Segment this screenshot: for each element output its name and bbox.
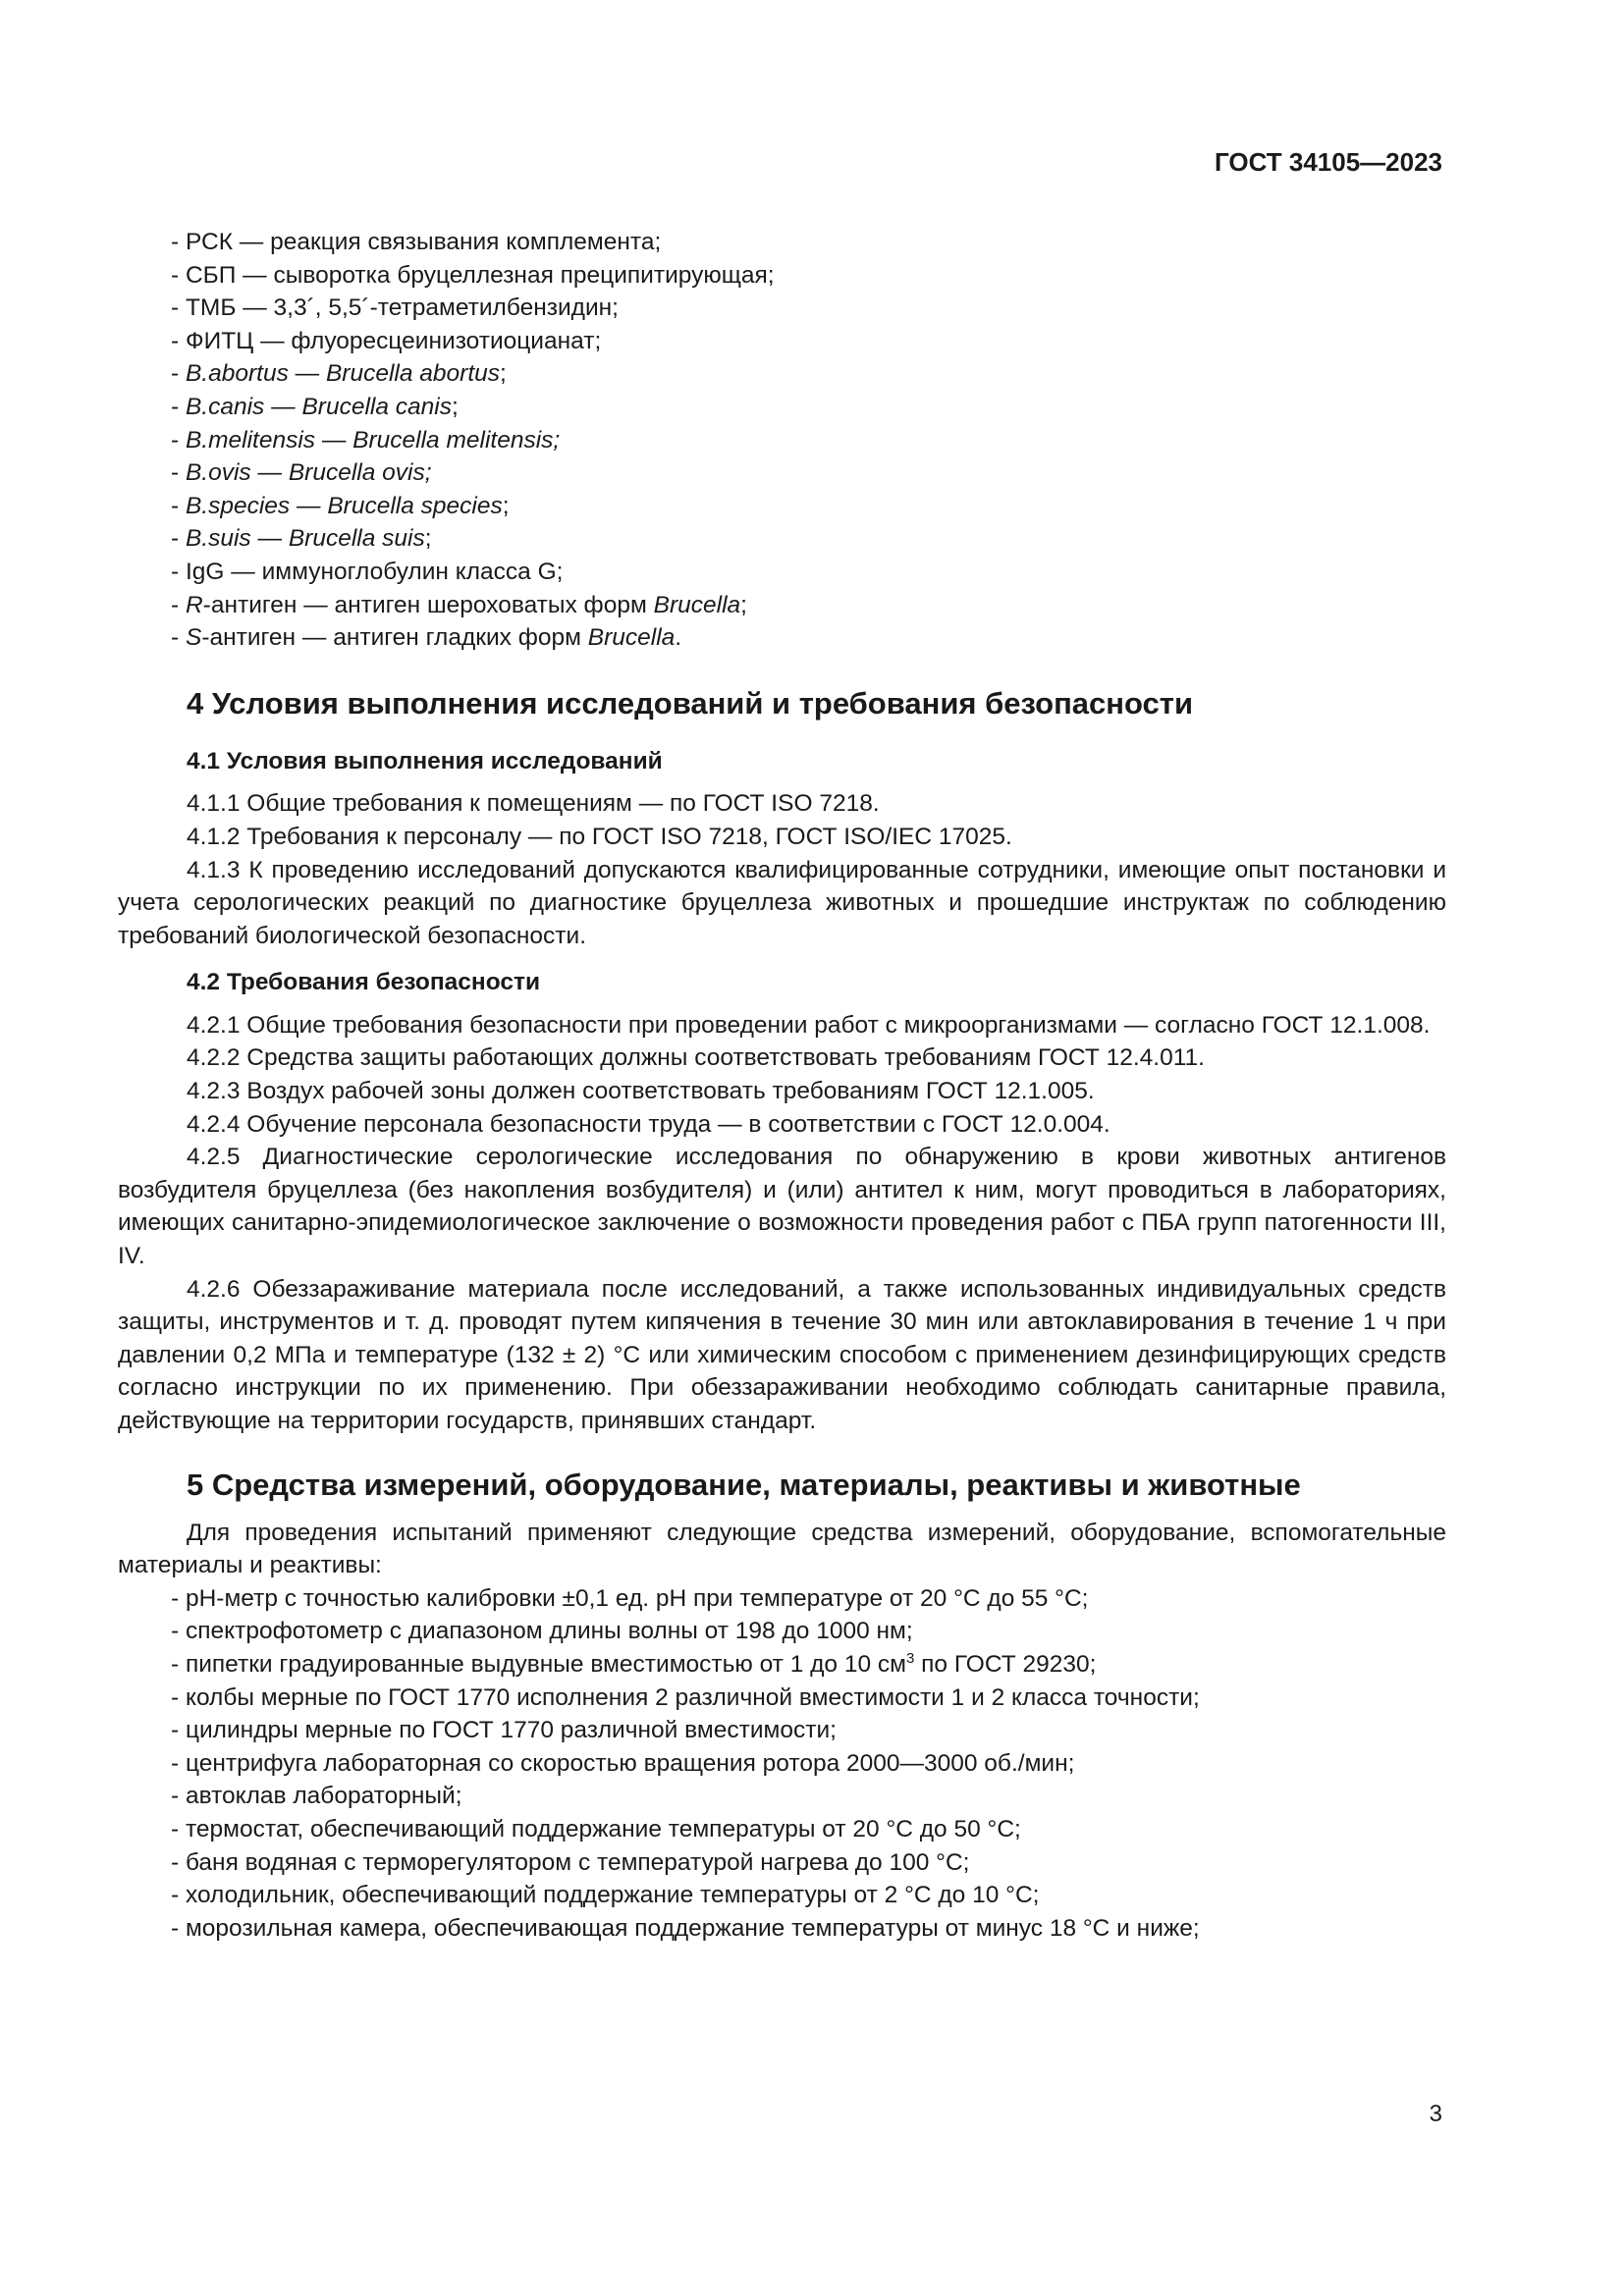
paragraph-4-2-4: 4.2.4 Обучение персонала безопасности труда — в соответствии с ГОСТ 12.0.004. [187,1110,1110,1138]
abbreviation-item: - B.species — Brucella species; [171,492,510,519]
equipment-item: - холодильник, обеспечивающий поддержание температуры от 2 °С до 10 °С; [171,1882,1040,1909]
equipment-item: - центрифуга лабораторная со скоростью вращения ротора 2000—3000 об./мин; [171,1749,1075,1777]
paragraph-4-1-3: 4.1.3 К проведению исследований допускаются квалифицированные сотрудники, имеющие опыт постановки и учета серологических реакций по диагностике бруцеллеза животных и прошедшие инструктаж по соблюдению требований биологической безопасности. [118,856,1446,949]
equipment-item: - спектрофотометр с диапазоном длины волны от 198 до 1000 нм; [171,1618,913,1645]
section-4-2-heading: 4.2 Требования безопасности [187,969,541,996]
section-5-heading: 5 Средства измерений, оборудование, материалы, реактивы и животные [187,1467,1301,1502]
abbreviation-item: - РСК — реакция связывания комплемента; [171,229,662,255]
paragraph-4-2-5: 4.2.5 Диагностические серологические исследования по обнаружению в крови животных антигенов возбудителя бруцеллеза (без накопления возбудителя) и (или) антител к ним, могут проводиться в лабораториях, имеющих санитарно-эпидемиологическое заключение о возможности проведения работ с ПБА групп патогенности III, IV. [118,1144,1446,1270]
abbreviation-item: - ФИТЦ — флуоресцеинизотиоцианат; [171,327,602,354]
equipment-item: - цилиндры мерные по ГОСТ 1770 различной вместимости; [171,1717,837,1744]
section-4-1-heading: 4.1 Условия выполнения исследований [187,747,663,774]
page-content [118,226,1446,1945]
equipment-list [118,1582,1446,1946]
abbreviation-item: - B.melitensis — Brucella melitensis; [171,426,561,454]
equipment-item: - баня водяная с терморегулятором с температурой нагрева до 100 °С; [171,1848,970,1876]
abbreviation-item: - S-антиген — антиген гладких форм Brucella. [171,624,682,652]
abbreviation-item: - B.suis — Brucella suis; [171,525,432,553]
equipment-item: - pH-метр с точностью калибровки ±0,1 ед. pH при температуре от 20 °С до 55 °С; [171,1584,1089,1612]
abbreviation-item: - B.ovis — Brucella ovis; [171,459,432,487]
paragraph-4-2-1: 4.2.1 Общие требования безопасности при проведении работ с микроорганизмами — согласно ГОСТ 12.1.008. [187,1011,1431,1039]
equipment-item: - колбы мерные по ГОСТ 1770 исполнения 2 различной вместимости 1 и 2 класса точности; [171,1683,1200,1711]
paragraph-4-2-6: 4.2.6 Обеззараживание материала после исследований, а также использованных индивидуальных средств защиты, инструментов и т. д. проводят путем кипячения в течение 30 мин или автоклавирования в течение 1 ч при давлении 0,2 МПа и температуре (132 ± 2) °С или химическим способом с применением дезинфицирующих средств согласно инструкции по их применению. При обеззараживании необходимо соблюдать санитарные правила, действующие на территории государств, принявших стандарт. [118,1275,1446,1434]
section-4-heading: 4 Условия выполнения исследований и требования безопасности [187,685,1194,721]
paragraph-4-2-2: 4.2.2 Средства защиты работающих должны соответствовать требованиям ГОСТ 12.4.011. [187,1044,1205,1072]
paragraph-4-1-1: 4.1.1 Общие требования к помещениям — по ГОСТ ISO 7218. [187,790,880,818]
abbreviation-item: - IgG — иммуноглобулин класса G; [171,558,564,585]
paragraph-4-2-3: 4.2.3 Воздух рабочей зоны должен соответствовать требованиям ГОСТ 12.1.005. [187,1078,1095,1105]
abbreviation-item: - ТМБ — 3,3´, 5,5´-тетраметилбензидин; [171,294,619,322]
equipment-item: - морозильная камера, обеспечивающая поддержание температуры от минус 18 °С и ниже; [171,1914,1200,1942]
equipment-item: - пипетки градуированные выдувные вместимостью от 1 до 10 $см^3$ по ГОСТ 29230; [171,1649,1097,1678]
abbreviation-item: - B.abortus — Brucella abortus; [171,360,507,388]
abbreviation-item: - СБП — сыворотка бруцеллезная преципитирующая; [171,261,775,289]
page-number: 3 [1429,2101,1442,2127]
section-5-intro: Для проведения испытаний применяют следующие средства измерений, оборудование, вспомогательные материалы и реактивы: [118,1519,1446,1579]
abbreviation-item: - R-антиген — антиген шероховатых форм Brucella; [171,591,747,618]
paragraph-4-1-2: 4.1.2 Требования к персоналу — по ГОСТ ISO 7218, ГОСТ ISO/IEC 17025. [187,823,1012,850]
abbreviation-item: - B.canis — Brucella canis; [171,393,459,420]
document-header: ГОСТ 34105—2023 [1215,147,1442,177]
abbreviation-list [118,226,1446,655]
equipment-item: - термостат, обеспечивающий поддержание температуры от 20 °С до 50 °С; [171,1815,1021,1842]
equipment-item: - автоклав лабораторный; [171,1783,462,1810]
